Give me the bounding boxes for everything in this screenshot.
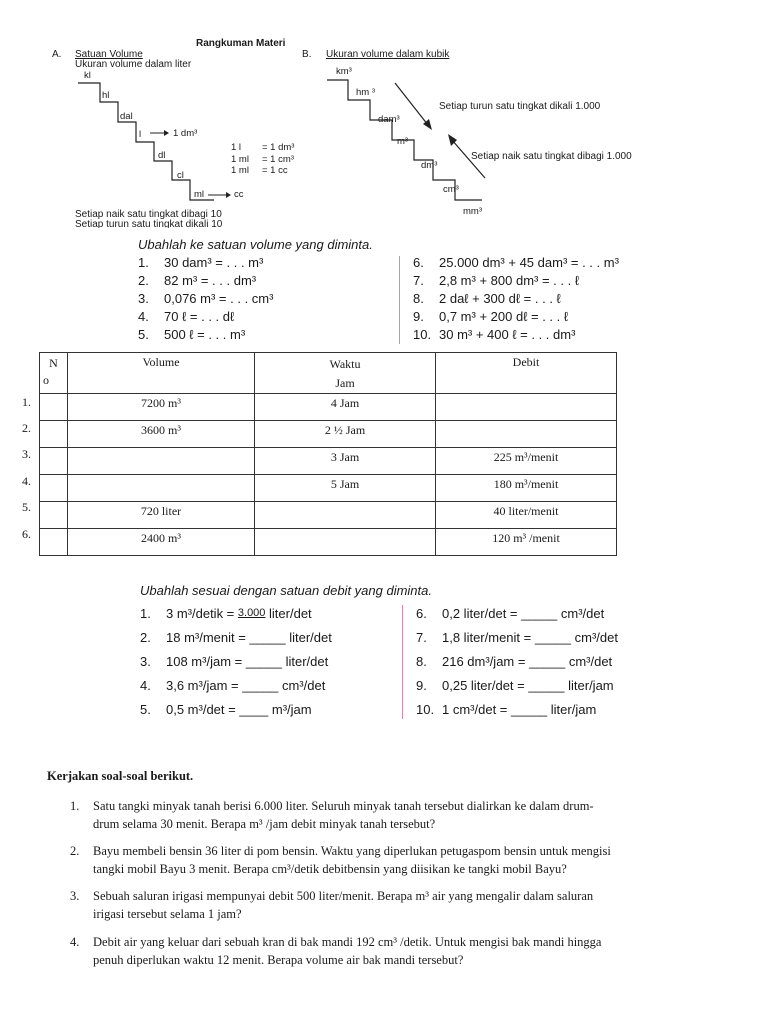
step-dm3: dm³ — [421, 160, 438, 171]
step-mm3: mm³ — [463, 206, 482, 217]
cell-waktu: 2 ½ Jam — [255, 421, 436, 448]
debit-exercise-title: Ubahlah sesuai dengan satuan debit yang diminta. — [140, 583, 432, 598]
vol-item-6: 6. 25.000 dm³ + 45 dam³ = . . . m³ — [413, 255, 619, 270]
vol-item-9: 9. 0,7 m³ + 200 dℓ = . . . ℓ — [413, 309, 569, 324]
section-b-title: Ukuran volume dalam kubik — [326, 49, 450, 60]
table-row — [40, 421, 617, 448]
eq-2-left: 1 ml — [231, 154, 249, 165]
cell-volume: 3600 m³ — [68, 421, 255, 448]
cell-waktu — [255, 502, 436, 529]
note-up-1000: Setiap naik satu tingkat dibagi 1.000 — [471, 151, 632, 162]
step-dl: dl — [158, 150, 166, 161]
problem-3: 3. Sebuah saluran irigasi mempunyai debit 500 liter/menit. Berapa m³ air yang mengalir dalam saluran irigasi tersebut selama 1 jam? — [70, 889, 594, 921]
problems-title: Kerjakan soal-soal berikut. — [47, 769, 194, 783]
debit-item-4: 4. 3,6 m³/jam = _____ cm³/det — [140, 678, 326, 693]
step-dal: dal — [120, 111, 133, 122]
cell-volume — [68, 448, 255, 475]
debit-item-5: 5. 0,5 m³/det = ____ m³/jam — [140, 702, 312, 717]
problem-2: 2. Bayu membeli bensin 36 liter di pom bensin. Waktu yang diperlukan petugaspom bensin untuk mengisi tangki mobil Bayu 3 menit. Berapa cm³/detik debitbensin yang diisikan ke tangki mobil Bayu? — [70, 844, 611, 876]
row-number: 6. — [22, 527, 31, 541]
section-a-letter: A. — [52, 49, 62, 60]
debit-item-9: 9. 0,25 liter/det = _____ liter/jam — [416, 678, 614, 693]
note-down-10: Setiap turun satu tingkat dikali 10 — [75, 219, 223, 228]
eq-1-left: 1 l — [231, 142, 242, 153]
step-ml: ml — [194, 189, 205, 200]
section-b-letter: B. — [302, 49, 312, 60]
step-cl: cl — [177, 170, 184, 181]
cell-waktu — [255, 529, 436, 556]
debit-divider — [402, 605, 403, 719]
cell-waktu: 3 Jam — [255, 448, 436, 475]
cell-volume: 2400 m³ — [68, 529, 255, 556]
debit-item-8: 8. 216 dm³/jam = _____ cm³/det — [416, 654, 613, 669]
eq-3-right: = 1 cc — [262, 165, 288, 176]
header-volume: Volume — [68, 353, 255, 394]
row-number: 5. — [22, 500, 31, 514]
vol-item-4: 4. 70 ℓ = . . . dℓ — [138, 309, 235, 324]
debit-item-10: 10. 1 cm³/det = _____ liter/jam — [416, 702, 597, 717]
cell-debit: 120 m³ /menit — [436, 529, 617, 556]
header-waktu: Waktu Jam — [255, 353, 436, 394]
vol-item-2: 2. 82 m³ = . . . dm³ — [138, 273, 257, 288]
table-header-row — [40, 353, 617, 394]
table-row — [40, 475, 617, 502]
debit-item-3: 3. 108 m³/jam = _____ liter/det — [140, 654, 329, 669]
step-hl: hl — [102, 90, 110, 101]
arrow-ml-label: cc — [234, 189, 244, 200]
debit-item-1: 1. 3 m³/detik = 3.000 liter/det — [140, 606, 312, 621]
eq-3-left: 1 ml — [231, 165, 249, 176]
section-a-title: Satuan Volume — [75, 49, 143, 60]
vol-item-10: 10. 30 m³ + 400 ℓ = . . . dm³ — [413, 327, 576, 342]
step-dam3: dam³ — [378, 114, 400, 125]
section-a-subtitle: Ukuran volume dalam liter — [75, 59, 192, 70]
cell-debit: 225 m³/menit — [436, 448, 617, 475]
vol-item-5: 5. 500 ℓ = . . . m³ — [138, 327, 246, 342]
eq-2-right: = 1 cm³ — [262, 154, 294, 165]
cell-volume — [68, 475, 255, 502]
debit-item-6: 6. 0,2 liter/det = _____ cm³/det — [416, 606, 605, 621]
problem-1: 1. Satu tangki minyak tanah berisi 6.000 liter. Seluruh minyak tanah tersebut dialirkan ke dalam drum- drum selama 30 menit. Berapa m³ /jam debit minyak tanah tersebut? — [70, 799, 594, 831]
cell-waktu: 5 Jam — [255, 475, 436, 502]
vol-item-8: 8. 2 daℓ + 300 dℓ = . . . ℓ — [413, 291, 561, 306]
note-down-1000: Setiap turun satu tingkat dikali 1.000 — [439, 101, 601, 112]
note-up-10: Setiap naik satu tingkat dibagi 10 — [75, 209, 222, 220]
step-l: l — [139, 129, 142, 140]
step-km3: km³ — [336, 66, 352, 77]
problem-4: 4. Debit air yang keluar dari sebuah kran di bak mandi 192 cm³ /detik. Untuk mengisi bak mandi hingga penuh diperlukan waktu 12 menit. Berapa volume air bak mandi tersebut? — [70, 935, 602, 967]
vol-item-7: 7. 2,8 m³ + 800 dm³ = . . . ℓ — [413, 273, 580, 288]
volume-exercise-title: Ubahlah ke satuan volume yang diminta. — [138, 237, 373, 252]
table-row — [40, 448, 617, 475]
cell-waktu: 4 Jam — [255, 394, 436, 421]
header-debit: Debit — [436, 353, 617, 394]
cell-volume: 720 liter — [68, 502, 255, 529]
step-kl: kl — [84, 70, 91, 81]
vol-item-1: 1. 30 dam³ = . . . m³ — [138, 255, 264, 270]
cell-debit: 40 liter/menit — [436, 502, 617, 529]
step-cm3: cm³ — [443, 184, 459, 195]
cell-debit — [436, 394, 617, 421]
header-no: N o — [40, 353, 68, 394]
arrow-l-label: 1 dm³ — [173, 128, 198, 139]
debit-item-7: 7. 1,8 liter/menit = _____ cm³/det — [416, 630, 618, 645]
debit-table — [39, 352, 617, 556]
row-number: 3. — [22, 447, 31, 461]
step-hm3: hm ³ — [356, 87, 375, 98]
table-row — [40, 394, 617, 421]
row-number: 4. — [22, 474, 31, 488]
vol-item-3: 3. 0,076 m³ = . . . cm³ — [138, 291, 274, 306]
debit-item-2: 2. 18 m³/menit = _____ liter/det — [140, 630, 332, 645]
table-row — [40, 502, 617, 529]
step-m3: m³ — [397, 136, 409, 147]
row-number: 2. — [22, 421, 31, 435]
cell-debit: 180 m³/menit — [436, 475, 617, 502]
volume-divider — [399, 256, 400, 344]
eq-1-right: = 1 dm³ — [262, 142, 295, 153]
cell-debit — [436, 421, 617, 448]
cell-volume: 7200 m³ — [68, 394, 255, 421]
row-number: 1. — [22, 395, 31, 409]
summary-title: Rangkuman Materi — [196, 38, 286, 49]
answer-3000: 3.000 — [237, 607, 266, 619]
table-row — [40, 529, 617, 556]
